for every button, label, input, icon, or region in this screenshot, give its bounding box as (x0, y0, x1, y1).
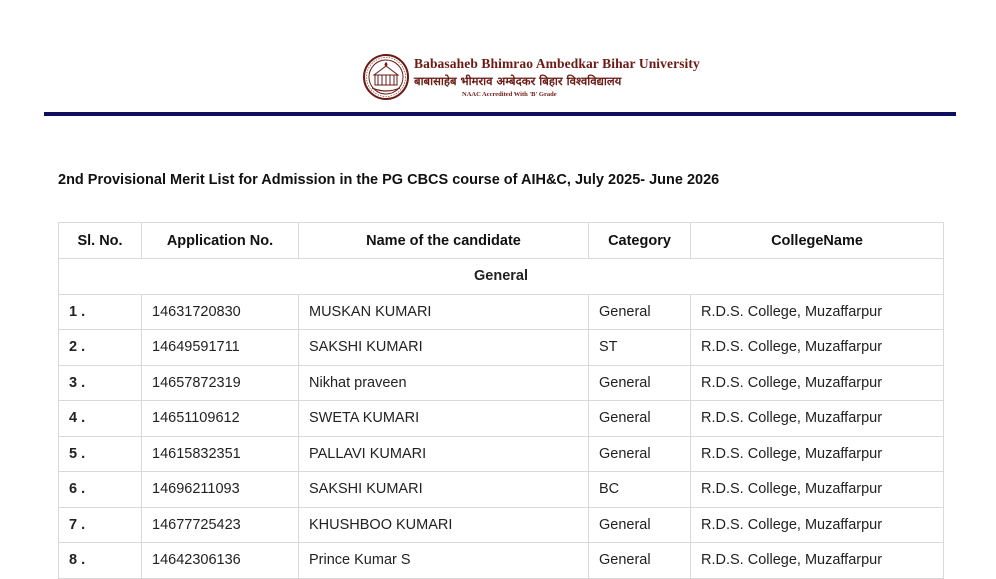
candidate-name-cell: SAKSHI KUMARI (299, 330, 589, 366)
sl-no-cell: 3 . (59, 365, 142, 401)
column-header-sl-no: Sl. No. (59, 223, 142, 259)
sl-no-cell: 1 . (59, 294, 142, 330)
sl-no-cell: 4 . (59, 401, 142, 437)
table-row (59, 543, 944, 579)
naac-accreditation: NAAC Accredited With 'B' Grade (462, 91, 557, 98)
category-cell: General (589, 401, 691, 437)
application-no-cell: 14677725423 (142, 507, 299, 543)
category-cell: General (589, 365, 691, 401)
college-name-cell: R.D.S. College, Muzaffarpur (691, 294, 944, 330)
table-row (59, 507, 944, 543)
application-no-cell: 14631720830 (142, 294, 299, 330)
candidate-name-cell: Prince Kumar S (299, 543, 589, 579)
table-row (59, 401, 944, 437)
table-header-row (59, 223, 944, 259)
college-name-cell: R.D.S. College, Muzaffarpur (691, 365, 944, 401)
sl-no-cell: 7 . (59, 507, 142, 543)
sl-no-cell: 6 . (59, 472, 142, 508)
page-title: 2nd Provisional Merit List for Admission in the PG CBCS course of AIH&C, July 2025- June 2026 (58, 172, 720, 188)
application-no-cell: 14642306136 (142, 543, 299, 579)
college-name-cell: R.D.S. College, Muzaffarpur (691, 507, 944, 543)
category-group-row (59, 259, 944, 295)
university-name-english: Babasaheb Bhimrao Ambedkar Bihar University (414, 56, 700, 71)
college-name-cell: R.D.S. College, Muzaffarpur (691, 436, 944, 472)
application-no-cell: 14657872319 (142, 365, 299, 401)
table-row (59, 330, 944, 366)
candidate-name-cell: KHUSHBOO KUMARI (299, 507, 589, 543)
application-no-cell: 14649591711 (142, 330, 299, 366)
column-header-category: Category (589, 223, 691, 259)
application-no-cell: 14696211093 (142, 472, 299, 508)
table-row (59, 472, 944, 508)
category-cell: General (589, 294, 691, 330)
table-row (59, 436, 944, 472)
application-no-cell: 14651109612 (142, 401, 299, 437)
table-row (59, 365, 944, 401)
category-cell: ST (589, 330, 691, 366)
column-header-college-name: CollegeName (691, 223, 944, 259)
college-name-cell: R.D.S. College, Muzaffarpur (691, 330, 944, 366)
category-cell: General (589, 507, 691, 543)
candidate-name-cell: MUSKAN KUMARI (299, 294, 589, 330)
college-name-cell: R.D.S. College, Muzaffarpur (691, 543, 944, 579)
category-cell: General (589, 436, 691, 472)
candidate-name-cell: PALLAVI KUMARI (299, 436, 589, 472)
university-seal-icon (362, 53, 412, 101)
column-header-candidate-name: Name of the candidate (299, 223, 589, 259)
college-name-cell: R.D.S. College, Muzaffarpur (691, 401, 944, 437)
category-group-label: General (59, 259, 944, 295)
university-logo (362, 52, 700, 102)
category-cell: BC (589, 472, 691, 508)
category-cell: General (589, 543, 691, 579)
candidate-name-cell: Nikhat praveen (299, 365, 589, 401)
sl-no-cell: 2 . (59, 330, 142, 366)
application-no-cell: 14615832351 (142, 436, 299, 472)
table-row (59, 294, 944, 330)
page-header (0, 0, 996, 116)
header-divider (44, 112, 956, 116)
candidate-name-cell: SAKSHI KUMARI (299, 472, 589, 508)
candidate-name-cell: SWETA KUMARI (299, 401, 589, 437)
college-name-cell: R.D.S. College, Muzaffarpur (691, 472, 944, 508)
sl-no-cell: 8 . (59, 543, 142, 579)
sl-no-cell: 5 . (59, 436, 142, 472)
university-name-hindi: बाबासाहेब भीमराव अम्बेदकर बिहार विश्वविद्यालय (414, 74, 622, 88)
merit-list-table (58, 222, 944, 579)
column-header-application-no: Application No. (142, 223, 299, 259)
